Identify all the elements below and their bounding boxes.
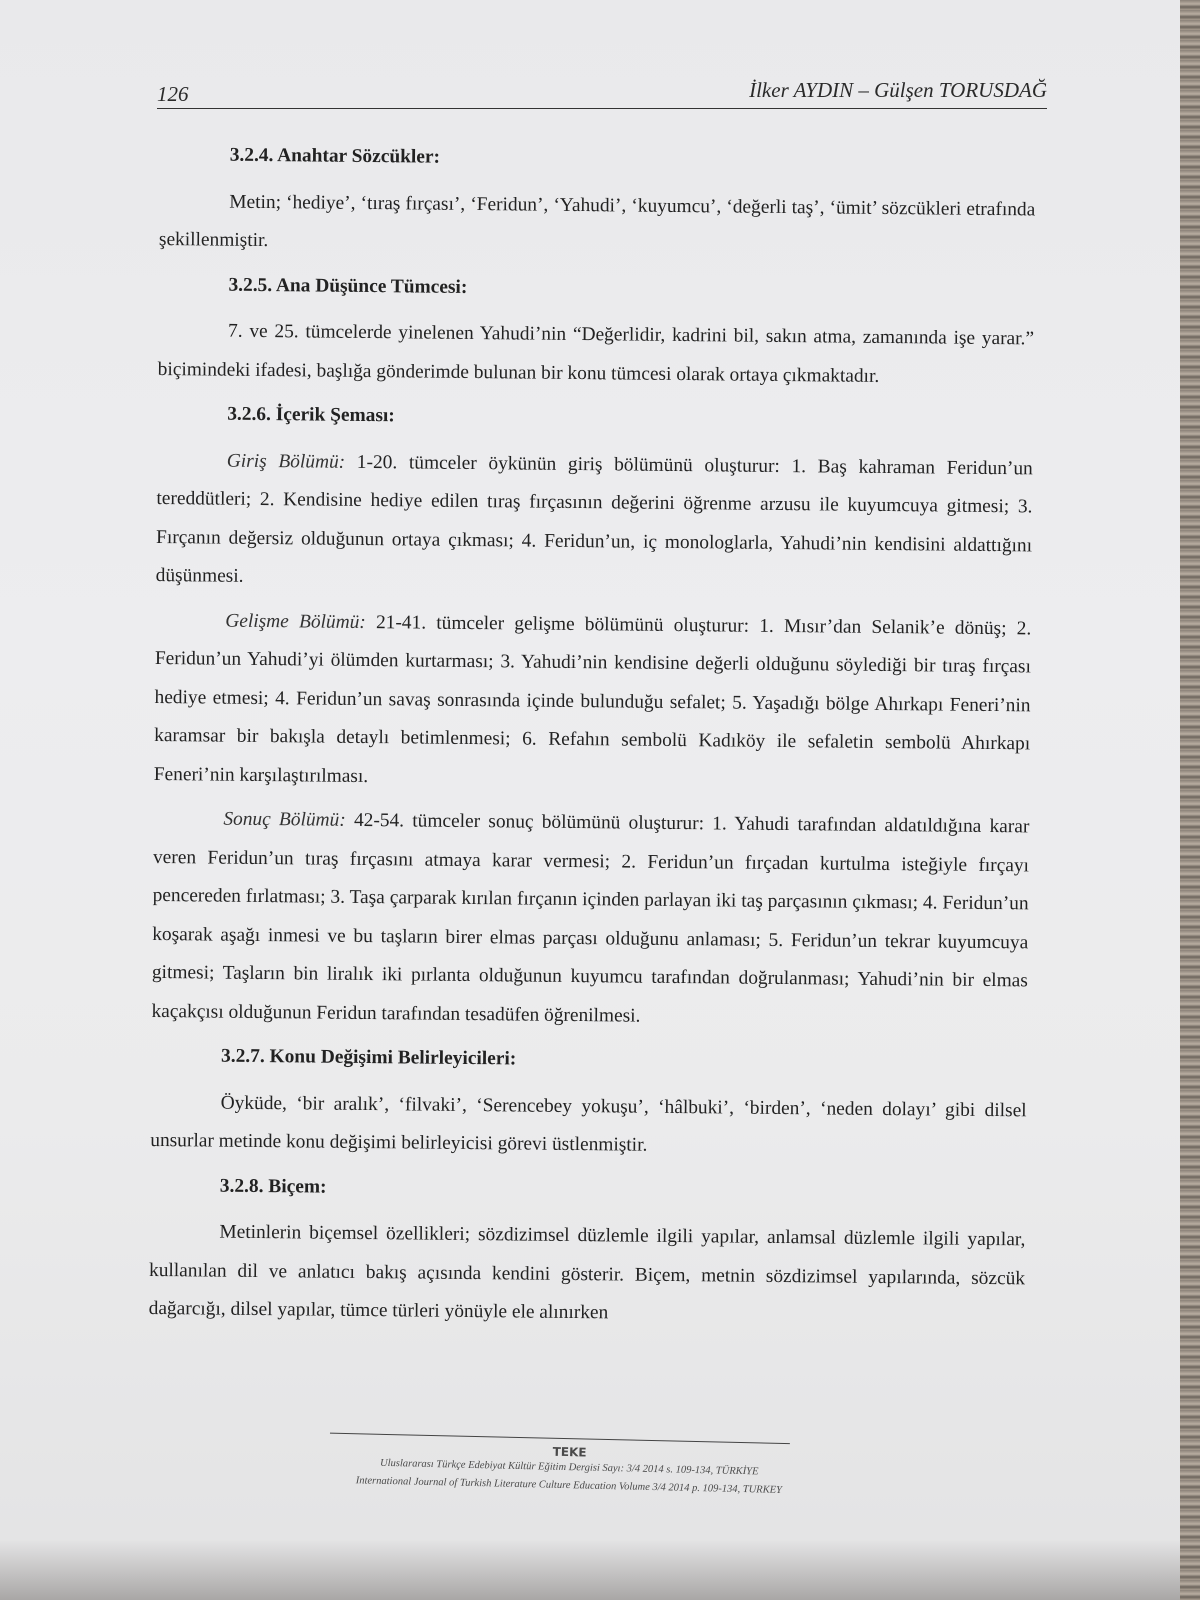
footer-line-en: International Journal of Turkish Literature Culture Education Volume 3/4 2014 p. 109-134, TURKEY	[355, 1475, 783, 1496]
section-heading: 3.2.8. Biçem:	[219, 1175, 327, 1198]
header-authors: İlker AYDIN – Gülşen TORUSDAĞ	[749, 78, 1047, 102]
journal-footer	[299, 1432, 840, 1501]
paragraph-lead: Gelişme Bölümü:	[225, 610, 366, 633]
paragraph-text: 7. ve 25. tümcelerde yinelenen Yahudi’nin “Değerlidir, kadrini bil, sakın atma, zamanında işe yarar.” biçimindeki ifadesi, başlığa gönderimde bulunan bir konu tümcesi olarak ortaya çıkmaktadır.	[157, 320, 1035, 387]
section-heading: 3.2.4. Anahtar Sözcükler:	[229, 144, 441, 168]
paragraph-text: 21-41. tümceler gelişme bölümünü oluşturur: 1. Mısır’dan Selanik’e dönüş; 2. Feridun’un Yahudi’yi ölümden kurtarması; 3. Yahudi’nin kendisine değerli olduğunu söylediği bir tıraş fırçası hediye etmesi; 4. Feridun’un savaş sonrasında içinde bulunduğu sefalet; 5. Yaşadığı bölge Ahırkapı Feneri’nin karamsar bir bakışla detaylı betimlenmesi; 6. Refahın sembolü Kadıköy ile sefaletin sembolü Ahırkapı Feneri’nin karşılaştırılması.	[153, 611, 1032, 787]
running-header	[157, 72, 1047, 109]
paragraph	[158, 312, 1035, 397]
section-heading: 3.2.7. Konu Değişimi Belirleyicileri:	[221, 1045, 517, 1070]
page-stack-edge	[1180, 0, 1200, 1600]
photo-shadow	[0, 1540, 1180, 1600]
section-heading: 3.2.6. İçerik Şeması:	[227, 403, 395, 427]
paragraph	[151, 800, 1029, 1039]
paragraph-text: 42-54. tümceler sonuç bölümünü oluşturur: 1. Yahudi tarafından aldatıldığına karar veren Feridun’un tıraş fırçasını atmaya karar vermesi; 2. Feridun’un fırçadan kurtulma isteğiyle fırçayı pencereden fırlatması; 3. Taşa çarparak kırılan fırçanın içinden parlayan iki taş parçasının çıkması; 4. Feridun’un koşarak aşağı inmesi ve bu taşların birer elmas parçası olduğunu anlaması; 5. Feridun’un tekrar kuyumcuya gitmesi; Taşların bin liralık iki pırlanta olduğunun kuyumcu tarafından doğrulanması; Yahudi’nin bir elmas kaçakçısı olduğunun Feridun tarafından tesadüfen öğrenilmesi.	[151, 809, 1030, 1027]
journal-logo: TEKE	[552, 1444, 587, 1460]
section-heading: 3.2.5. Ana Düşünce Tümcesi:	[228, 274, 468, 298]
paragraph-text: Metin; ‘hediye’, ‘tıraş fırçası’, ‘Feridun’, ‘Yahudi’, ‘kuyumcu’, ‘değerli taş’, ‘ümit’ sözcükleri etrafında şekillenmiştir.	[158, 191, 1036, 252]
paragraph-text: 1-20. tümceler öykünün giriş bölümünü oluşturur: 1. Baş kahraman Feridun’un tereddütleri; 2. Kendisine hediye edilen tıraş fırçasının değerini öğrenme arzusu ile kuyumcuya gitmesi; 3. Fırçanın değersiz olduğunun ortaya çıkması; 4. Feridun’un, iç monologlarla, Yahudi’nin kendisini aldattığını düşünmesi.	[155, 451, 1033, 587]
paragraph-lead: Sonuç Bölümü:	[223, 808, 346, 831]
paragraph-text: Öyküde, ‘bir aralık’, ‘filvaki’, ‘Serencebey yokuşu’, ‘hâlbuki’, ‘birden’, ‘neden dolayı’ gibi dilsel unsurlar metinde konu değişimi belirleyicisi görevi üstlenmiştir.	[150, 1092, 1027, 1156]
page-number: 126	[157, 82, 189, 106]
paragraph-lead: Giriş Bölümü:	[226, 450, 346, 473]
footer-line-tr: Uluslararası Türkçe Edebiyat Kültür Eğitim Dergisi Sayı: 3/4 2014 s. 109-134, TÜRKİYE	[379, 1457, 759, 1478]
paragraph	[154, 601, 1032, 802]
paragraph	[150, 1083, 1027, 1168]
body-text	[148, 130, 1036, 1343]
paragraph	[159, 182, 1036, 267]
paragraph	[156, 441, 1033, 603]
paragraph	[148, 1213, 1025, 1337]
paragraph-text: Metinlerin biçemsel özellikleri; sözdizimsel düzlemle ilgili yapılar, anlamsal düzlemle ilgili yapılar, kullanılan dil ve anlatıcı bakış açısında kendini gösterir. Biçem, metnin sözdizimsel yapılarında, sözcük dağarcığı, dilsel yapılar, tümce türleri yönüyle ele alınırken	[148, 1221, 1026, 1324]
